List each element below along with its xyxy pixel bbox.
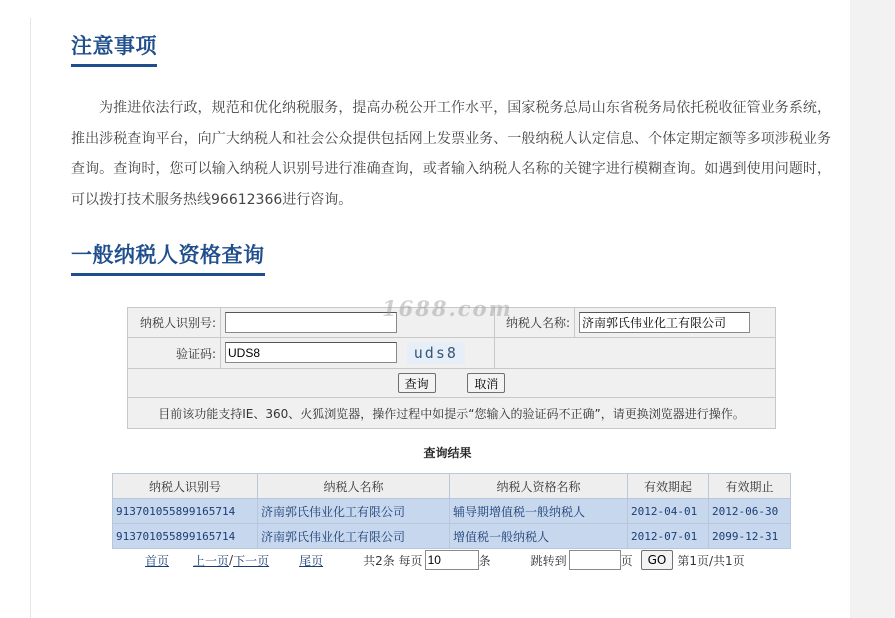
col-header-valid-from: 有效期起 [628, 474, 709, 499]
browser-tip: 目前该功能支持IE、360、火狐浏览器，操作过程中如提示“您输入的验证码不正确”，请更换浏览器进行操作。 [128, 398, 776, 429]
taxpayer-id-input[interactable] [225, 312, 397, 333]
query-section-title: 一般纳税人资格查询 [71, 244, 265, 276]
last-page-link[interactable]: 尾页 [299, 553, 324, 568]
results-title: 查询结果 [423, 446, 472, 460]
cell-taxpayer-id: 913701055899165714 [113, 499, 258, 524]
cell-valid-to: 2012-06-30 [709, 499, 791, 524]
cell-taxpayer-id: 913701055899165714 [113, 524, 258, 549]
cell-taxpayer-name: 济南郭氏伟业化工有限公司 [258, 499, 450, 524]
pager-separator: / [229, 553, 234, 567]
col-header-qualification: 纳税人资格名称 [450, 474, 628, 499]
cell-valid-from: 2012-04-01 [628, 499, 709, 524]
col-header-valid-to: 有效期止 [709, 474, 791, 499]
cell-taxpayer-name: 济南郭氏伟业化工有限公司 [258, 524, 450, 549]
pagination [145, 549, 745, 571]
right-gutter [850, 0, 895, 618]
query-button[interactable]: 查询 [398, 373, 436, 393]
total-count-text: 共2条 每页 [363, 553, 423, 568]
cell-qualification: 辅导期增值税一般纳税人 [450, 499, 628, 524]
per-page-input[interactable] [425, 550, 479, 570]
table-row [113, 524, 791, 549]
results-header-row [113, 474, 791, 499]
taxpayer-name-label: 纳税人名称: [495, 308, 575, 338]
captcha-image[interactable]: uds8 [407, 342, 465, 364]
table-row [113, 499, 791, 524]
col-header-taxpayer-name: 纳税人名称 [258, 474, 450, 499]
first-page-link[interactable]: 首页 [145, 553, 170, 568]
results-table [112, 473, 791, 549]
cell-qualification: 增值税一般纳税人 [450, 524, 628, 549]
page-status: 第1页/共1页 [677, 553, 745, 568]
query-form [127, 307, 776, 429]
jump-page-suffix: 页 [620, 553, 633, 568]
cell-valid-from: 2012-07-01 [628, 524, 709, 549]
per-page-suffix: 条 [478, 553, 491, 568]
notice-text: 为推进依法行政，规范和优化纳税服务，提高办税公开工作水平，国家税务总局山东省税务局依托税收征管业务系统，推出涉税查询平台，向广大纳税人和社会公众提供包括网上发票业务、一般纳税人认定信息、个体定期定额等多项涉税业务查询。查询时，您可以输入纳税人识别号进行准确查询，或者输入纳税人名称的关键字进行模糊查询。如遇到使用问题时，可以拨打技术服务热线96612366进行咨询。 [71, 100, 831, 208]
prev-page-link[interactable]: 上一页 [193, 553, 230, 568]
taxpayer-id-label: 纳税人识别号: [128, 308, 221, 338]
col-header-taxpayer-id: 纳税人识别号 [113, 474, 258, 499]
left-divider [30, 18, 31, 618]
watermark: 1688.com [382, 296, 513, 321]
cell-valid-to: 2099-12-31 [709, 524, 791, 549]
notice-title: 注意事项 [71, 35, 157, 67]
next-page-link[interactable]: 下一页 [233, 553, 270, 568]
captcha-label: 验证码: [128, 338, 221, 369]
captcha-input[interactable] [225, 342, 397, 363]
taxpayer-name-input[interactable] [579, 312, 750, 333]
jump-page-input[interactable] [569, 550, 621, 570]
go-button[interactable]: GO [641, 550, 674, 570]
jump-label: 跳转到 [530, 553, 567, 568]
cancel-button[interactable]: 取消 [467, 373, 505, 393]
